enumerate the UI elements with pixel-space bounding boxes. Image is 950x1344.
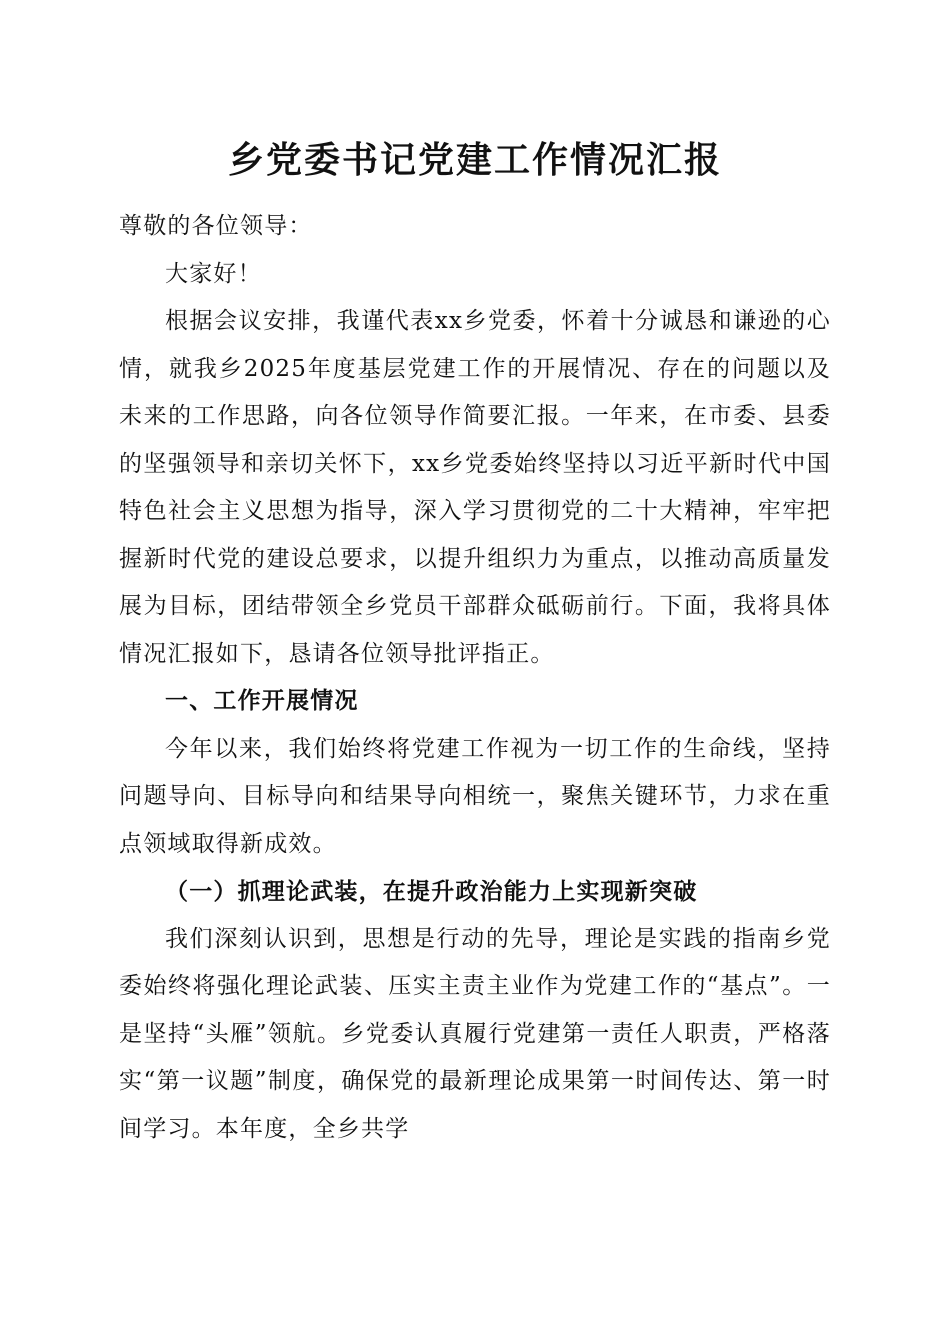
document-body bbox=[119, 203, 831, 1153]
section-1-intro-paragraph: 今年以来，我们始终将党建工作视为一切工作的生命线，坚持问题导向、目标导向和结果导向相统一，聚焦关键环节，力求在重点领域取得新成效。 bbox=[119, 735, 831, 857]
section-1-heading: 一、工作开展情况 bbox=[165, 688, 359, 714]
subsection-1-paragraph: 我们深刻认识到，思想是行动的先导，理论是实践的指南乡党委始终将强化理论武装、压实主责主业作为党建工作的“基点”。一是坚持“头雁”领航。乡党委认真履行党建第一责任人职责，严格落实“第一议题”制度，确保党的最新理论成果第一时间传达、第一时间学习。本年度，全乡共学 bbox=[119, 925, 831, 1142]
document-title: 乡党委书记党建工作情况汇报 bbox=[227, 139, 722, 181]
subsection-1-heading: （一）抓理论武装，在提升政治能力上实现新突破 bbox=[165, 878, 698, 905]
greeting: 大家好！ bbox=[165, 260, 262, 287]
salutation: 尊敬的各位领导： bbox=[119, 213, 313, 239]
intro-paragraph: 根据会议安排，我谨代表xx乡党委，怀着十分诚恳和谦逊的心情，就我乡2025年度基层党建工作的开展情况、存在的问题以及未来的工作思路，向各位领导作简要汇报。一年来，在市委、县委的坚强领导和亲切关怀下，xx乡党委始终坚持以习近平新时代中国特色社会主义思想为指导，深入学习贯彻党的二十大精神，牢牢把握新时代党的建设总要求，以提升组织力为重点，以推动高质量发展为目标，团结带领全乡党员干部群众砥砺前行。下面，我将具体情况汇报如下，恳请各位领导批评指正。 bbox=[119, 308, 831, 667]
